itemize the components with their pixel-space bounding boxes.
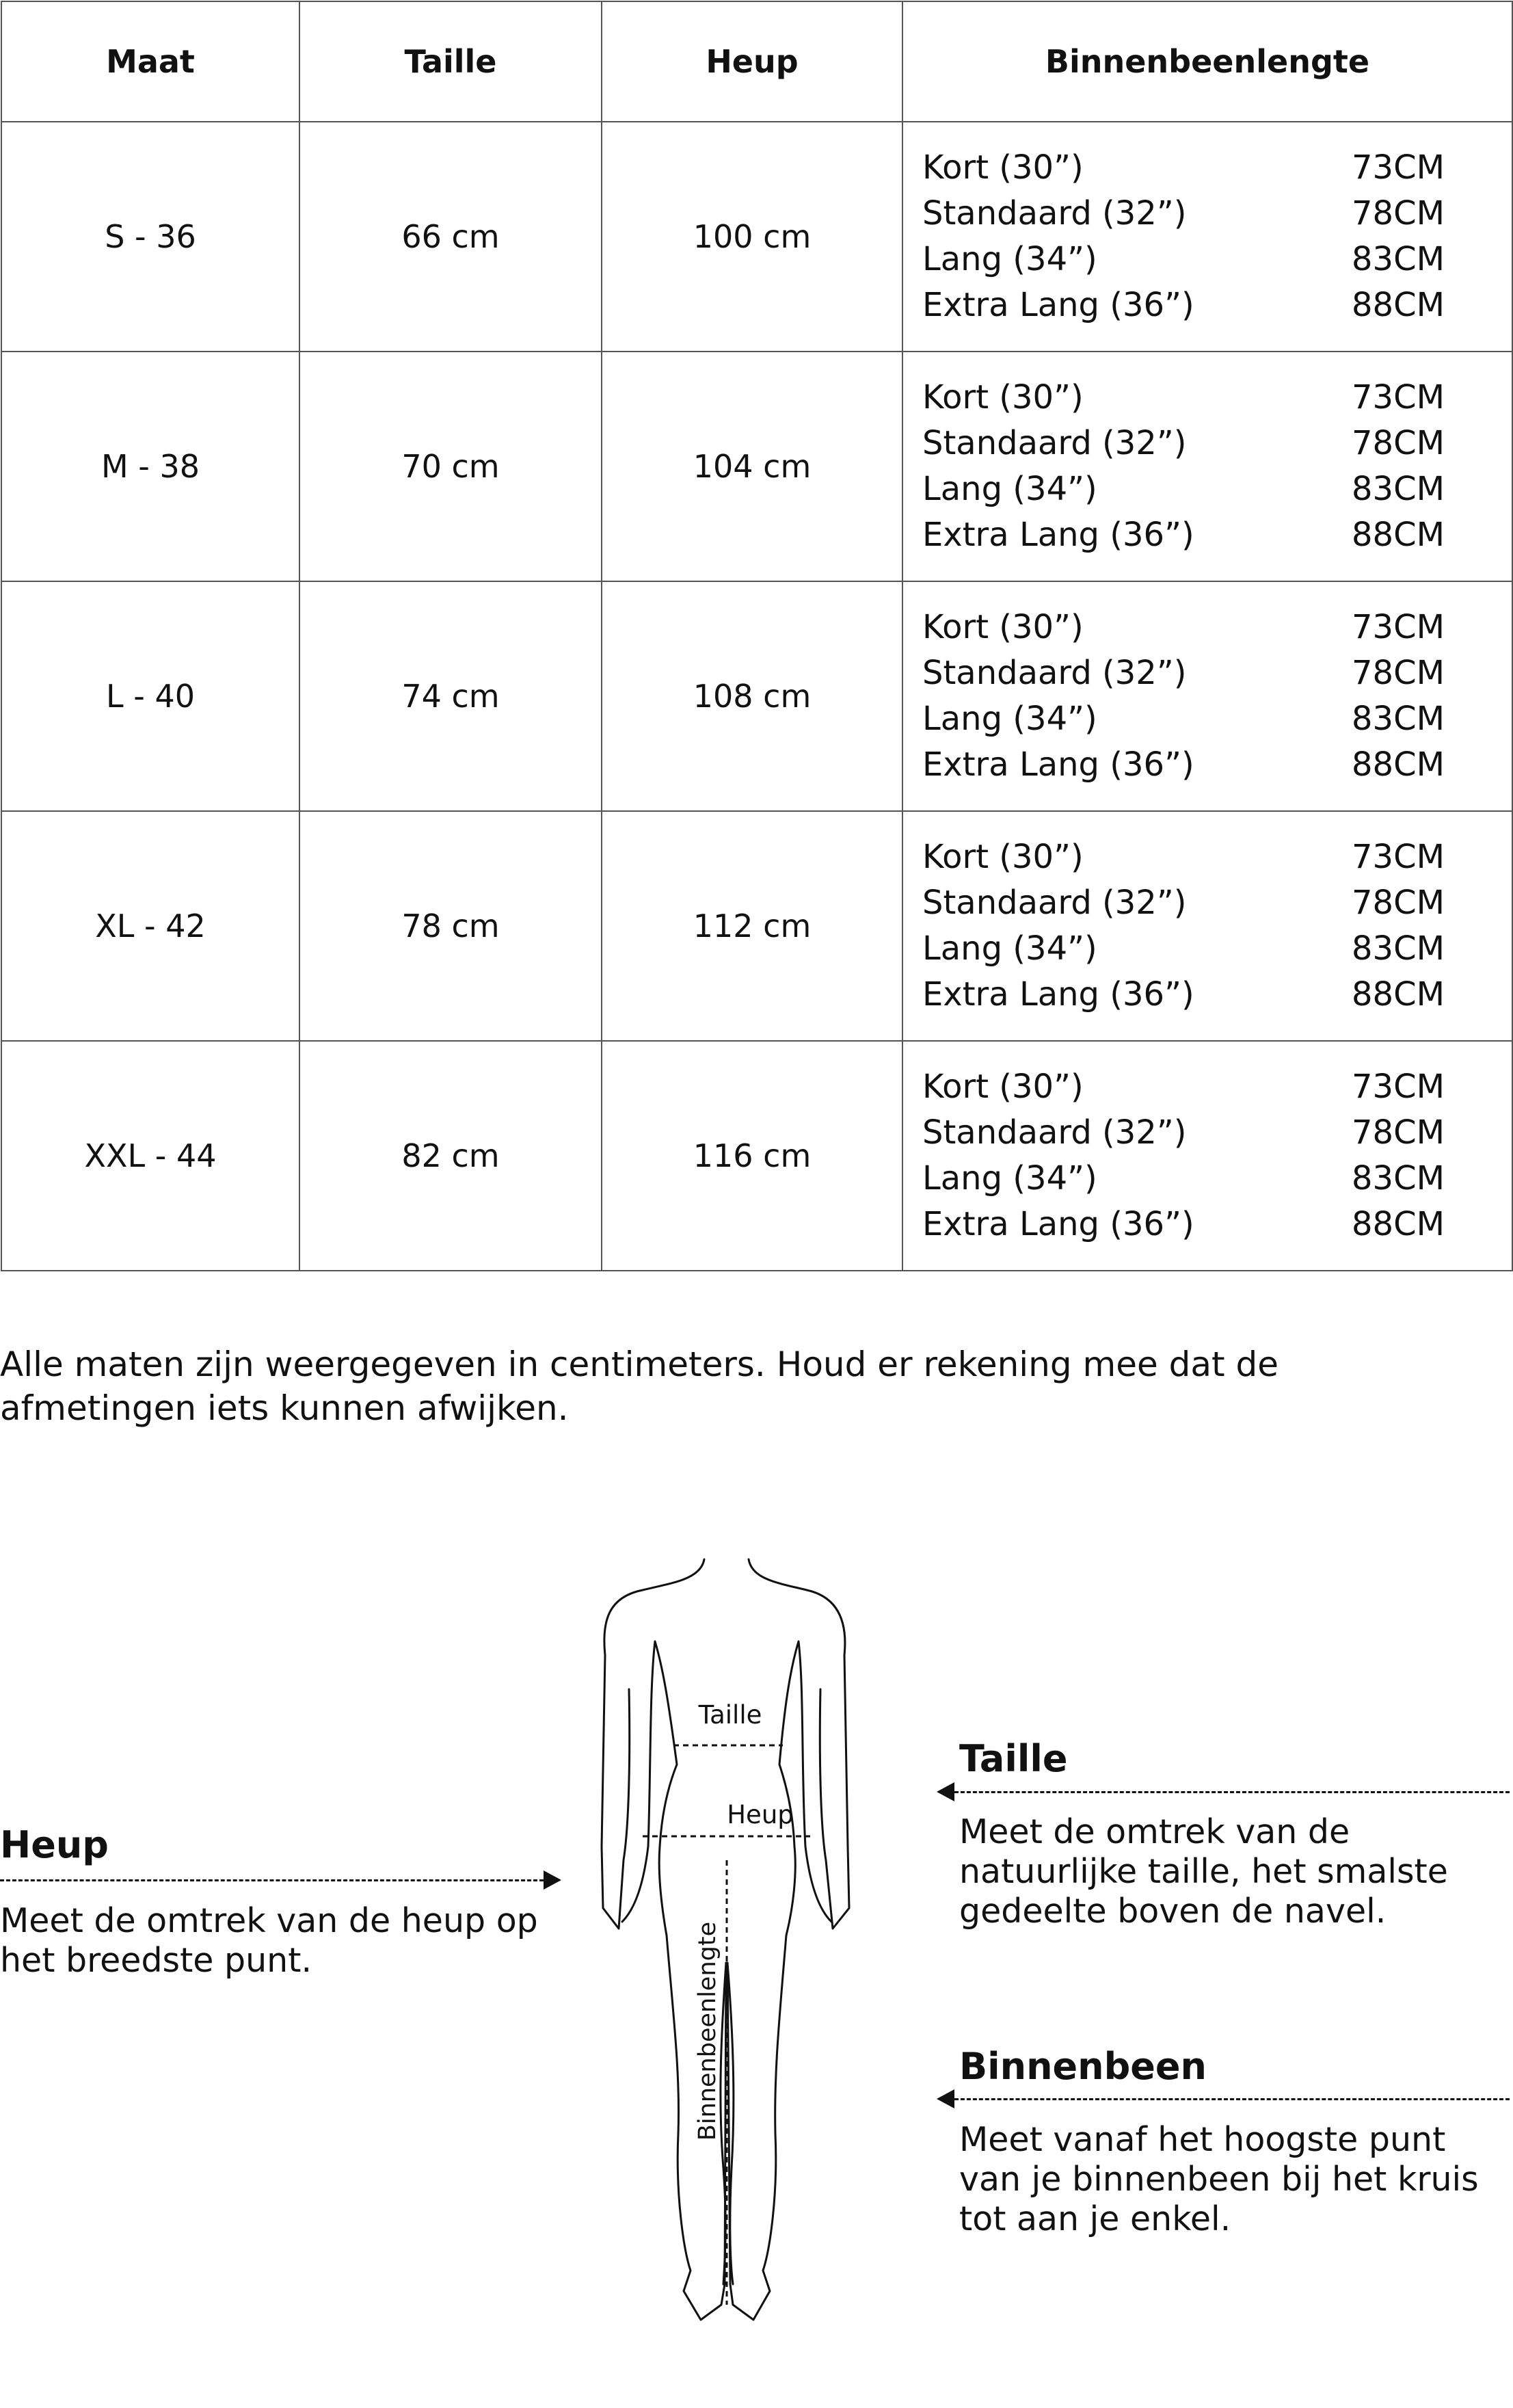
body-silhouette-illustration xyxy=(581,1552,861,2332)
length-option-label: Kort (30”) xyxy=(922,608,1084,646)
waist-callout-body xyxy=(959,1812,1506,1931)
length-option-value: 73CM xyxy=(1352,1068,1445,1106)
hip-dashed-pointer xyxy=(0,1879,544,1881)
left-outline xyxy=(602,1559,704,1929)
length-option-label: Extra Lang (36”) xyxy=(922,516,1194,554)
figure-waist-label: Taille xyxy=(698,1700,762,1730)
table-row xyxy=(1,352,1512,581)
body-figure xyxy=(581,1552,861,2332)
length-option xyxy=(922,145,1445,191)
length-option xyxy=(922,605,1445,650)
inseam-callout-title: Binnenbeen xyxy=(959,2045,1207,2088)
length-option-label: Standaard (32”) xyxy=(922,884,1187,922)
inseam-lengths-cell xyxy=(902,1041,1512,1271)
right-outline xyxy=(749,1559,849,1929)
inseam-callout-text: Meet vanaf het hoogste punt van je binnenbeen bij het kruis tot aan je enkel. xyxy=(959,2120,1479,2238)
length-option-value: 78CM xyxy=(1352,194,1445,233)
header-hip: Heup xyxy=(602,1,902,122)
table-row xyxy=(1,122,1512,352)
measurement-note: Alle maten zijn weergegeven in centimeters. Houd er rekening mee dat de afmetingen iets kunnen afwijken. xyxy=(0,1345,1278,1428)
length-option-value: 73CM xyxy=(1352,378,1445,416)
table-row xyxy=(1,1041,1512,1271)
length-option-value: 88CM xyxy=(1352,745,1445,784)
hip-cell: 100 cm xyxy=(602,122,902,352)
length-option-value: 83CM xyxy=(1352,929,1445,968)
inseam-arrow-icon xyxy=(937,2089,954,2108)
header-inseam: Binnenbeenlengte xyxy=(902,1,1512,122)
length-option-label: Lang (34”) xyxy=(922,929,1097,968)
table-row xyxy=(1,811,1512,1041)
hip-cell: 116 cm xyxy=(602,1041,902,1271)
inseam-lengths-cell xyxy=(902,811,1512,1041)
length-option-value: 88CM xyxy=(1352,286,1445,324)
waist-cell: 70 cm xyxy=(299,352,602,581)
length-option-label: Extra Lang (36”) xyxy=(922,745,1194,784)
length-option-label: Standaard (32”) xyxy=(922,424,1187,462)
waist-cell: 82 cm xyxy=(299,1041,602,1271)
length-option-value: 78CM xyxy=(1352,1113,1445,1152)
length-option-label: Extra Lang (36”) xyxy=(922,1205,1194,1243)
length-option-label: Kort (30”) xyxy=(922,838,1084,876)
left-torso xyxy=(622,1641,677,1935)
length-option xyxy=(922,834,1445,880)
length-option-label: Standaard (32”) xyxy=(922,194,1187,233)
waist-cell: 78 cm xyxy=(299,811,602,1041)
length-option xyxy=(922,1202,1445,1247)
length-option xyxy=(922,282,1445,328)
waist-callout-title: Taille xyxy=(959,1737,1068,1780)
length-option xyxy=(922,375,1445,421)
inseam-lengths-cell xyxy=(902,122,1512,352)
length-option-value: 88CM xyxy=(1352,975,1445,1014)
length-option-value: 88CM xyxy=(1352,1205,1445,1243)
figure-inseam-label: Binnenbeenlengte xyxy=(694,1921,721,2141)
length-option-label: Lang (34”) xyxy=(922,470,1097,508)
waist-cell: 74 cm xyxy=(299,581,602,811)
length-option-label: Extra Lang (36”) xyxy=(922,975,1194,1014)
length-option xyxy=(922,1064,1445,1110)
length-option-label: Lang (34”) xyxy=(922,1159,1097,1198)
length-option xyxy=(922,466,1445,512)
inseam-lengths-cell xyxy=(902,581,1512,811)
length-option-value: 83CM xyxy=(1352,470,1445,508)
size-cell: M - 38 xyxy=(1,352,299,581)
inseam-lengths-cell xyxy=(902,352,1512,581)
length-option-value: 78CM xyxy=(1352,884,1445,922)
length-option-value: 73CM xyxy=(1352,838,1445,876)
waist-cell: 66 cm xyxy=(299,122,602,352)
length-option-value: 78CM xyxy=(1352,654,1445,692)
waist-dashed-pointer xyxy=(954,1791,1510,1793)
length-option xyxy=(922,650,1445,696)
right-torso xyxy=(779,1641,831,1935)
length-option-label: Lang (34”) xyxy=(922,700,1097,738)
length-option-label: Lang (34”) xyxy=(922,240,1097,278)
size-cell: XL - 42 xyxy=(1,811,299,1041)
inseam-callout xyxy=(959,2045,1506,2089)
length-option-label: Kort (30”) xyxy=(922,148,1084,187)
waist-callout-text: Meet de omtrek van de natuurlijke taille, het smalste gedeelte boven de navel. xyxy=(959,1812,1448,1931)
length-option xyxy=(922,742,1445,788)
length-option-label: Kort (30”) xyxy=(922,378,1084,416)
size-cell: L - 40 xyxy=(1,581,299,811)
length-option-value: 83CM xyxy=(1352,1159,1445,1198)
size-cell: S - 36 xyxy=(1,122,299,352)
table-row xyxy=(1,581,1512,811)
hip-arrow-icon xyxy=(544,1870,561,1890)
waist-callout xyxy=(959,1737,1506,1781)
hip-callout xyxy=(0,1823,547,1867)
waist-arrow-icon xyxy=(937,1782,954,1801)
hip-cell: 108 cm xyxy=(602,581,902,811)
length-option-label: Kort (30”) xyxy=(922,1068,1084,1106)
table-header-row xyxy=(1,1,1512,122)
length-option xyxy=(922,512,1445,558)
length-option-value: 73CM xyxy=(1352,148,1445,187)
length-option xyxy=(922,191,1445,237)
right-leg xyxy=(727,1935,786,2320)
hip-callout-text: Meet de omtrek van de heup op het breedste punt. xyxy=(0,1901,538,1980)
size-table xyxy=(1,1,1513,1271)
inseam-dashed-pointer xyxy=(954,2098,1510,2100)
length-option xyxy=(922,972,1445,1018)
hip-cell: 104 cm xyxy=(602,352,902,581)
length-option xyxy=(922,237,1445,282)
length-option xyxy=(922,696,1445,742)
header-size: Maat xyxy=(1,1,299,122)
figure-hip-label: Heup xyxy=(727,1800,794,1829)
hip-callout-body xyxy=(0,1901,547,1981)
hip-cell: 112 cm xyxy=(602,811,902,1041)
length-option-value: 78CM xyxy=(1352,424,1445,462)
inseam-callout-body xyxy=(959,2120,1506,2239)
length-option-label: Standaard (32”) xyxy=(922,654,1187,692)
length-option xyxy=(922,880,1445,926)
size-cell: XXL - 44 xyxy=(1,1041,299,1271)
length-option-value: 83CM xyxy=(1352,700,1445,738)
length-option xyxy=(922,421,1445,466)
length-option xyxy=(922,1156,1445,1202)
length-option-value: 73CM xyxy=(1352,608,1445,646)
hip-callout-title: Heup xyxy=(0,1823,109,1866)
length-option-value: 88CM xyxy=(1352,516,1445,554)
length-option-label: Standaard (32”) xyxy=(922,1113,1187,1152)
length-option xyxy=(922,1110,1445,1156)
header-waist: Taille xyxy=(299,1,602,122)
length-option-value: 83CM xyxy=(1352,240,1445,278)
length-option-label: Extra Lang (36”) xyxy=(922,286,1194,324)
length-option xyxy=(922,926,1445,972)
